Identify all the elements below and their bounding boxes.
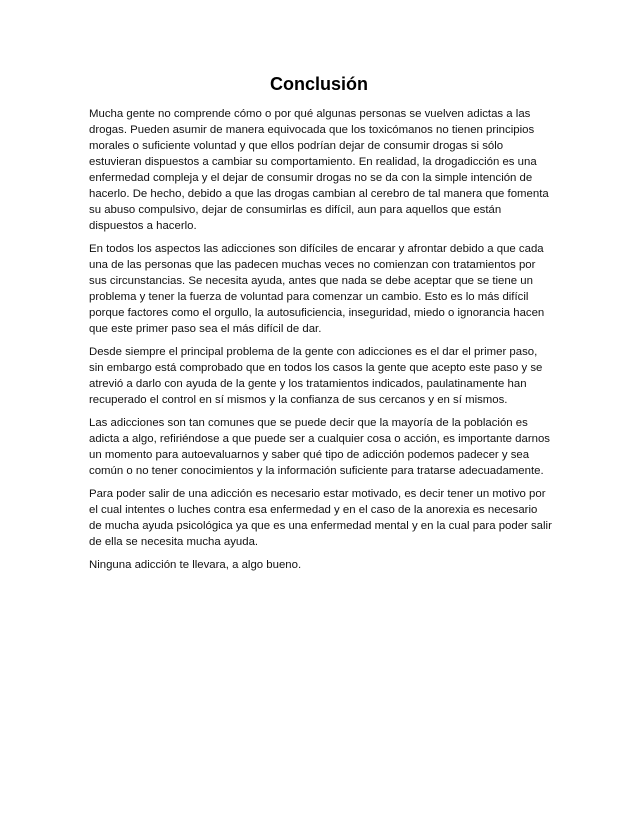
paragraph-4: Las adicciones son tan comunes que se puede decir que la mayoría de la población es adicta a algo, refiriéndose a que puede ser a cualquier cosa o acción, es importante darnos un momento para autoevaluarnos y saber qué tipo de adicción podemos padecer y sea común o no tener conocimientos y la información suficiente para tratarse adecuadamente. [89, 417, 550, 477]
paragraph-2: En todos los aspectos las adicciones son difíciles de encarar y afrontar debido a que cada una de las personas que las padecen muchas veces no comienzan con tratamientos por sus circunstancias. Se necesita ayuda, antes que nada se debe aceptar que se tiene un problema y tener la fuerza de voluntad para comenzar un cambio. Esto es lo más difícil porque factores como el orgullo, la autosuficiencia, inseguridad, miedo o ignorancia hacen que este primer paso sea el más difícil de dar. [89, 243, 545, 335]
document-body [89, 106, 553, 580]
paragraph-1: Mucha gente no comprende cómo o por qué algunas personas se vuelven adictas a las drogas. Pueden asumir de manera equivocada que los toxicómanos no tienen principios morales o suficiente voluntad y que ellos podrían dejar de consumir drogas si sólo estuvieran dispuestos a cambiar su comportamiento. En realidad, la drogadicción es una enfermedad compleja y el dejar de consumir drogas no se da con la simple intención de hacerlo. De hecho, debido a que las drogas cambian al cerebro de tal manera que fomenta su abuso compulsivo, dejar de consumirlas es difícil, aun para aquellos que están dispuestos a hacerlo. [89, 108, 549, 232]
page-title: Conclusión [270, 74, 368, 94]
paragraph-6: Ninguna adicción te llevara, a algo bueno. [89, 559, 302, 571]
paragraph-3: Desde siempre el principal problema de la gente con adicciones es el dar el primer paso, sin embargo está comprobado que en todos los casos la gente que acepto este paso y se atrevió a darlo con ayuda de la gente y los tratamientos indicados, paulatinamente han recuperado el control en sí mismos y la confianza de sus cercanos y en sí mismos. [89, 346, 543, 406]
paragraph-5: Para poder salir de una adicción es necesario estar motivado, es decir tener un motivo por el cual intentes o luches contra esa enfermedad y en el caso de la anorexia es necesario de mucha ayuda psicológica ya que es una enfermedad mental y en la cual para poder salir de ella se necesita mucha ayuda. [89, 488, 552, 548]
